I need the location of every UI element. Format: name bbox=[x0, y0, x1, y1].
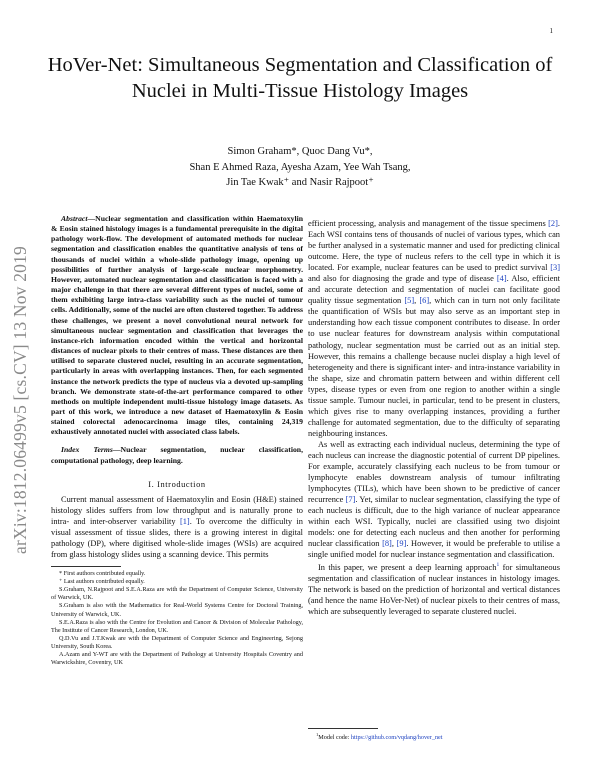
body-text: . Each WSI contains tens of thousands of nuclei of various types, which can be further analysed in a systematic manner and used for predicting clinical outcome. Here, the type of nucleus refers to the cell type in which it is located. For example, nuclear features can be used to predict survival bbox=[308, 219, 560, 273]
footnote-rule bbox=[51, 566, 121, 567]
left-column bbox=[51, 214, 303, 667]
footnote: S.Graham, N.Rajpoot and S.E.A.Raza are with the Department of Computer Science, University of Warwick, UK. bbox=[51, 586, 303, 602]
body-text: As well as extracting each individual nucleus, determining the type of each nucleus can increase the diagnostic potential of current DP pipelines. For example, accurately classifying each nucleus to be from tumour or lymphocyte enables downstream analysis of tumour infiltrating lymphocytes (TILs), which have been shown to be predictive of cancer recurrence bbox=[308, 439, 560, 505]
footnotes bbox=[51, 570, 303, 667]
right-footnote bbox=[308, 722, 560, 741]
citation-link[interactable]: [6] bbox=[419, 296, 430, 306]
body-paragraph bbox=[308, 439, 560, 561]
index-terms-lead: Index Terms bbox=[61, 445, 113, 455]
body-text: , bbox=[391, 539, 397, 549]
body-text: . However, it would be preferable to utilise a single unified model for nuclear instance segmentation and classification. bbox=[308, 539, 560, 560]
footnote-rule bbox=[308, 728, 378, 729]
intro-paragraph bbox=[51, 494, 303, 560]
body-text: for simultaneous segmentation and classification of nuclear instances in histology images. The network is based on the prediction of horizontal and vertical distances (and hence the name HoVer-Net) of nuclear pixels to their centres of mass, which are subsequently leveraged to separate clustered nuclei. bbox=[308, 563, 560, 617]
footnote-mark: 1 bbox=[316, 732, 319, 737]
footnote: A.Azam and Y-WT are with the Department of Pathology at University Hospitals Coventry and Warwickshire, Coventry, UK bbox=[51, 651, 303, 667]
model-code-footnote bbox=[308, 732, 560, 741]
abstract-lead: Abstract bbox=[61, 214, 88, 223]
author-line-3: Jin Tae Kwak⁺ and Nasir Rajpoot⁺ bbox=[226, 177, 374, 188]
arxiv-stamp: arXiv:1812.06499v5 [cs.CV] 13 Nov 2019 bbox=[10, 246, 30, 554]
body-text: In this paper, we present a deep learning approach bbox=[318, 563, 497, 573]
footnote: S.Graham is also with the Mathematics for Real-World Systems Centre for Doctoral Training, University of Warwick, UK. bbox=[51, 602, 303, 618]
footnote-marker[interactable]: 1 bbox=[496, 562, 500, 569]
paper-title: HoVer-Net: Simultaneous Segmentation and Classification of Nuclei in Multi-Tissue Histology Images bbox=[47, 54, 553, 102]
intro-text-b: . To overcome the difficulty in visual assessment of tissue slides, there is a growing interest in digital pathology (DP), where digitised whole-slide images (WSIs) are acquired from glass histology slides using a scanning device. This permits bbox=[51, 516, 303, 560]
citation-link[interactable]: [8] bbox=[382, 539, 392, 549]
footnote: * First authors contributed equally. bbox=[59, 570, 146, 578]
body-paragraph bbox=[308, 560, 560, 617]
footnote: ⁺ Last authors contributed equally. bbox=[59, 578, 145, 586]
citation-link[interactable]: [5] bbox=[404, 296, 415, 306]
right-column bbox=[308, 218, 560, 617]
body-text: , which can in turn not only facilitate the quantification of WSIs but may also serve as an important step in understanding how each tissue component contributes to disease. In order to use nuclear features for downstream analysis within computational pathology, nuclear segmentation must be carried out as an initial step. However, this remains a challenge because nuclei display a high level of heterogeneity and there is significant inter- and intra-instance variability in the shape, size and chromatin pattern between and within different cell types, disease types or even from one region to another within a single tissue sample. Tumour nuclei, in particular, tend to be present in clusters, which gives rise to many overlapping instances, providing a further challenge for automated segmentation, due to the difficulty of separating neighbouring instances. bbox=[308, 296, 561, 438]
author-line-2: Shan E Ahmed Raza, Ayesha Azam, Yee Wah Tsang, bbox=[189, 161, 411, 173]
footnote: S.E.A.Raza is also with the Centre for Evolution and Cancer & Division of Molecular Pathology, The Institute of Cancer Research, London, UK. bbox=[51, 618, 303, 634]
citation-link[interactable]: [7] bbox=[345, 495, 356, 505]
body-text: . Yet, similar to nuclear segmentation, classifying the type of each nucleus is difficult, due to the high variance of nuclear appearance within each WSI. Typically, nuclei are classified using two disjoint models: one for detecting each nucleus and then another for performing nuclear classification bbox=[308, 495, 561, 549]
intro-text-a: Current manual assessment of Haematoxylin and Eosin (H&E) stained histology slides suffers from low throughput and is naturally prone to intra- and inter-observer variability bbox=[51, 494, 303, 526]
section-heading: I. Introduction bbox=[148, 479, 206, 489]
page-number: 1 bbox=[549, 27, 553, 35]
abstract-text: —Nuclear segmentation and classification within Haematoxylin & Eosin stained histology images is a fundamental prerequisite in the digital pathology work-flow. The development of automated methods for nuclear segmentation and classification enables the quantitative analysis of tens of thousands of nuclei within a whole-slide pathology image, opening up possibilities of further analysis of large-scale nuclear morphometry. However, automated nuclear segmentation and classification is faced with a major challenge in that there are several different types of nuclei, some of them exhibiting large intra-class variability such as the nuclei of tumour cells. Additionally, some of the nuclei are often clustered together. To address these challenges, we present a novel convolutional neural network for simultaneous nuclear segmentation and classification that leverages the instance-rich information encoded within the vertical and horizontal distances of nuclear pixels to their centres of mass. These distances are then utilised to separate clustered nuclei, resulting in an accurate segmentation, particularly in areas with overlapping instances. Then, for each segmented instance the network predicts the type of nucleus via a devoted up-sampling branch. We demonstrate state-of-the-art performance compared to other methods on multiple independent multi-tissue histology image datasets. As part of this work, we introduce a new dataset of Haematoxylin & Eosin stained colorectal adenocarcinoma image tiles, containing 24,319 exhaustively annotated nuclei with associated class labels. bbox=[51, 214, 303, 437]
citation-link[interactable]: [3] bbox=[550, 263, 560, 273]
body-text: , bbox=[414, 296, 420, 306]
author-list bbox=[40, 144, 560, 191]
footnote: Q.D.Vu and J.T.Kwak are with the Department of Computer Science and Engineering, Sejong University, South Korea. bbox=[51, 634, 303, 650]
body-text: . Also, efficient and accurate detection and segmentation of nuclei can facilitate good quality tissue segmentation bbox=[308, 274, 561, 306]
footnote-label: Model code: bbox=[318, 734, 351, 742]
abstract bbox=[51, 214, 303, 437]
model-code-link[interactable]: https://github.com/vqdang/hover_net bbox=[350, 734, 443, 742]
body-paragraph bbox=[308, 218, 560, 439]
citation-link[interactable]: [2] bbox=[548, 219, 558, 228]
body-text: efficient processing, analysis and management of the tissue specimens bbox=[308, 219, 549, 228]
index-terms-text: —Nuclear segmentation, nuclear classification, computational pathology, deep learning. bbox=[51, 445, 303, 465]
citation-link[interactable]: [9] bbox=[396, 539, 407, 549]
citation-link[interactable]: [1] bbox=[179, 516, 190, 526]
index-terms bbox=[51, 445, 303, 465]
citation-link[interactable]: [4] bbox=[496, 274, 507, 284]
body-text: and also for diagnosing the grade and type of disease bbox=[308, 274, 497, 284]
author-line-1: Simon Graham*, Quoc Dang Vu*, bbox=[227, 146, 373, 157]
